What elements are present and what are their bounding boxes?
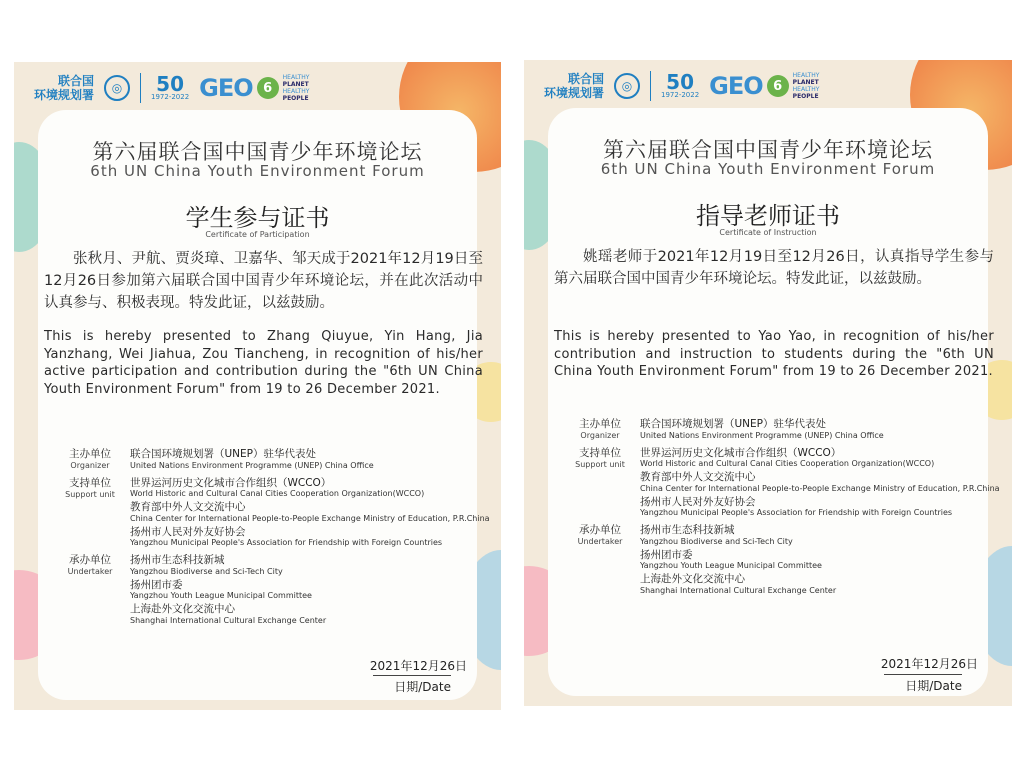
undertaker-row: 承办单位 Undertaker 扬州市生态科技新城 Yangzhou Biodiverse and Sci-Tech City 扬州团市委 Yangzhou Youth League Municipal Committee 上海赴外文化交流中心 Shanghai International Cultural Exchange Center: [577, 524, 837, 595]
geo6-logo: GEO 6 HEALTHY PLANET HEALTHY PEOPLE: [199, 74, 310, 102]
unep-50-logo: 50 1972-2022: [661, 69, 700, 99]
forum-title-cn: 第六届联合国中国青少年环境论坛: [603, 138, 933, 162]
certificate-body-cn: 姚瑶老师于2021年12月19日至12月26日，认真指导学生参与第六届联合国中国青少年环境论坛。特发此证，以兹鼓励。: [554, 249, 994, 287]
un-emblem-icon: ◎: [614, 73, 640, 99]
certificate-title-en: Certificate of Participation: [205, 230, 310, 239]
un-emblem-icon: ◎: [104, 75, 130, 101]
date-label: 日期/Date: [884, 674, 962, 694]
undertaker-row: 承办单位 Undertaker 扬州市生态科技新城 Yangzhou Biodiverse and Sci-Tech City 扬州团市委 Yangzhou Youth League Municipal Committee 上海赴外文化交流中心 Shanghai International Cultural Exchange Center: [67, 554, 327, 625]
forum-title-cn: 第六届联合国中国青少年环境论坛: [92, 140, 423, 164]
organizer-row: 主办单位 Organizer 联合国环境规划署（UNEP）驻华代表处 United Nations Environment Programme (UNEP) China Office: [69, 448, 374, 470]
forum-title-en: 6th UN China Youth Environment Forum: [600, 160, 936, 178]
support-unit-row: 支持单位 Support unit 世界运河历史文化城市合作组织（WCCO） World Historic and Cultural Canal Cities Cooperation Organization(WCCO) 教育部中外人文交流中心 China Center for International People-to-People Exchange Ministry of Education, P.R.China 扬州市人民对外友好协会 Yangzhou Municipal People's Association for Friendship with Foreign Countries: [65, 476, 490, 547]
support-unit-row: 支持单位 Support unit 世界运河历史文化城市合作组织（WCCO） World Historic and Cultural Canal Cities Cooperation Organization(WCCO) 教育部中外人文交流中心 China Center for International People-to-People Exchange Ministry of Education, P.R.China 扬州市人民对外友好协会 Yangzhou Municipal People's Association for Friendship with Foreign Countries: [575, 446, 1000, 517]
certificate-title-cn: 学生参与证书: [185, 204, 330, 232]
organizer-row: 主办单位 Organizer 联合国环境规划署（UNEP）驻华代表处 United Nations Environment Programme (UNEP) China Office: [579, 418, 884, 440]
geo6-logo: GEO 6 HEALTHY PLANET HEALTHY PEOPLE: [709, 72, 820, 100]
certificate-title-en: Certificate of Instruction: [719, 228, 817, 237]
participation-certificate: [14, 62, 501, 710]
logo-bar: [544, 66, 819, 106]
logo-divider: [140, 73, 141, 103]
unep-50-logo: 50 1972-2022: [151, 71, 190, 101]
logo-bar: [34, 68, 309, 108]
certificate-body-en: This is hereby presented to Yao Yao, in recognition of his/her contribution and instruction to students during the "6th UN China Youth Environment Forum" from 19 to 26 December 2021.: [554, 329, 994, 379]
organizations-block: [58, 448, 491, 632]
instruction-certificate: [524, 60, 1012, 706]
certificate-title-cn: 指导老师证书: [696, 202, 840, 230]
forum-title-en: 6th UN China Youth Environment Forum: [90, 162, 425, 180]
certificate-body-cn: 张秋月、尹航、贾炎璋、卫嘉华、邹天成于2021年12月19日至12月26日参加第六届联合国中国青少年环境论坛，并在此次活动中认真参与、积极表现。特发此证，以兹鼓励。: [44, 251, 483, 311]
logo-divider: [650, 71, 651, 101]
certificate-body-en: This is hereby presented to Zhang Qiuyue, Yin Hang, Jia Yanzhang, Wei Jiahua, Zou Tiancheng, in recognition of his/her active participation and contribution during the "6th UN China Youth Environment Forum" from 19 to 26 December 2021.: [44, 329, 483, 397]
issue-date: 2021年12月26日: [369, 659, 467, 673]
date-label: 日期/Date: [373, 675, 451, 695]
geo6-globe-icon: 6: [257, 77, 279, 99]
issue-date: 2021年12月26日: [880, 657, 978, 671]
unep-logo-text: 联合国 环境规划署: [34, 74, 95, 102]
unep-logo-text: 联合国 环境规划署: [544, 72, 605, 100]
organizations-block: [568, 418, 1002, 602]
geo6-globe-icon: 6: [767, 75, 789, 97]
